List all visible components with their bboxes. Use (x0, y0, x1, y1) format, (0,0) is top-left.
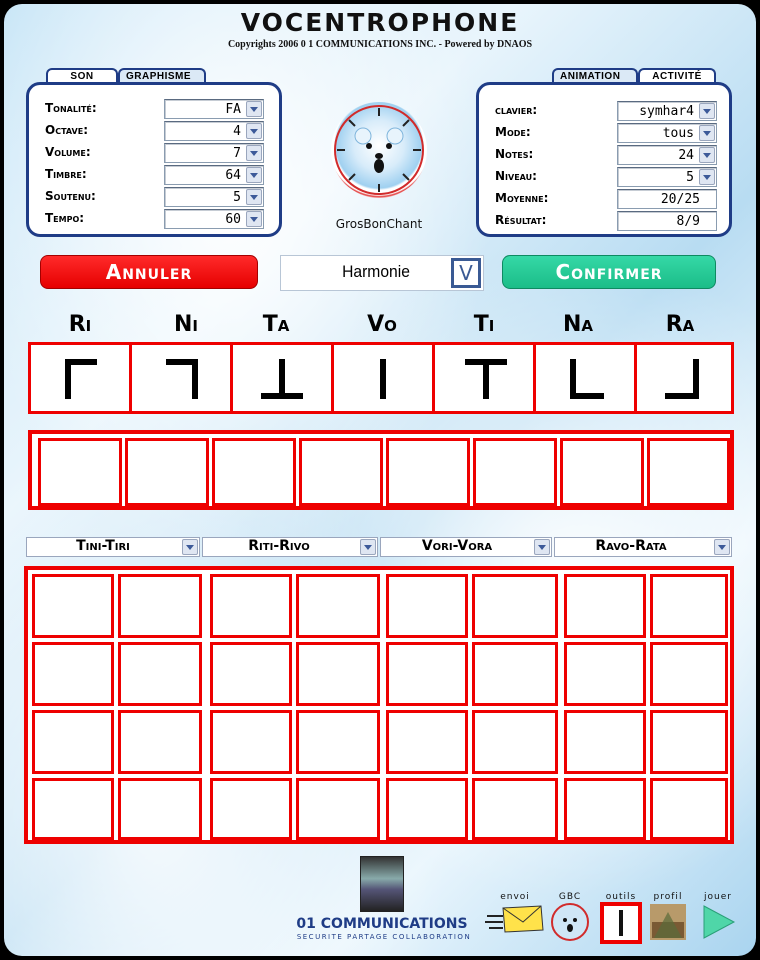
interval-grid-cell[interactable] (32, 710, 114, 774)
tonalite-label: Tonalité: (45, 101, 97, 115)
envelope-icon (485, 902, 545, 938)
field-row-moyenne (479, 189, 729, 209)
answer-cell[interactable] (473, 438, 557, 506)
interval-grid-cell[interactable] (32, 642, 114, 706)
soutenu-value: 5 (233, 190, 241, 205)
moyenne-label: Moyenne: (495, 191, 549, 205)
interval-grid-cell[interactable] (472, 778, 558, 840)
answer-cell[interactable] (38, 438, 122, 506)
note-cell-ra[interactable] (634, 342, 734, 414)
brand-name: 01 COMMUNICATIONS (296, 916, 468, 932)
volume-select[interactable] (164, 143, 264, 163)
chevron-down-icon[interactable] (246, 167, 262, 183)
tab-son[interactable]: SON (46, 68, 118, 84)
answer-cell[interactable] (212, 438, 296, 506)
tool-profil-label: profil (653, 892, 683, 902)
interval-grid-cell[interactable] (118, 574, 202, 638)
mode-dropdown-value: Harmonie (342, 262, 410, 281)
tool-envoi-label: envoi (500, 892, 530, 902)
interval-grid-cell[interactable] (210, 642, 292, 706)
interval-grid-cell[interactable] (564, 778, 646, 840)
tab-graphisme[interactable]: GRAPHISME (118, 68, 206, 84)
interval-grid (24, 566, 734, 844)
notes-value: 24 (678, 148, 694, 163)
answer-cell[interactable] (560, 438, 644, 506)
clavier-label: clavier: (495, 103, 538, 117)
moyenne-field (617, 189, 717, 209)
note-cell-ta[interactable] (230, 342, 334, 414)
tool-gbc-label: GBC (558, 892, 582, 902)
chevron-down-icon[interactable] (534, 539, 550, 555)
field-row-tempo (29, 209, 279, 229)
answer-cell[interactable] (125, 438, 209, 506)
note-cell-vo[interactable] (331, 342, 435, 414)
interval-grid-cell[interactable] (210, 574, 292, 638)
note-label-ta: Ta (262, 312, 290, 337)
answer-cell[interactable] (299, 438, 383, 506)
interval-select-2[interactable] (202, 537, 378, 557)
interval-grid-cell[interactable] (650, 710, 728, 774)
mode-dropdown[interactable] (280, 255, 484, 291)
interval-grid-cell[interactable] (650, 778, 728, 840)
answer-cell[interactable] (647, 438, 730, 506)
note-label-na: Na (562, 312, 594, 337)
field-row-soutenu (29, 187, 279, 207)
answer-row (28, 430, 734, 510)
field-row-timbre (29, 165, 279, 185)
field-row-niveau (479, 167, 729, 187)
interval-grid-cell[interactable] (386, 642, 468, 706)
niveau-value: 5 (686, 170, 694, 185)
volume-label: Volume: (45, 145, 91, 159)
note-glyph-row (28, 342, 734, 414)
note-cell-ti[interactable] (432, 342, 536, 414)
tonalite-select[interactable] (164, 99, 264, 119)
mode-label: Mode: (495, 125, 531, 139)
interval-grid-cell[interactable] (386, 778, 468, 840)
company-logo (360, 856, 404, 912)
field-row-notes (479, 145, 729, 165)
interval-grid-cell[interactable] (32, 574, 114, 638)
play-icon (698, 902, 738, 942)
tab-animation[interactable]: ANIMATION (552, 68, 638, 84)
note-cell-ri[interactable] (28, 342, 132, 414)
notes-select[interactable] (617, 145, 717, 165)
copyright-line: Copyrights 2006 0 1 COMMUNICATIONS INC. - Powered by DNAOS (227, 39, 533, 50)
clavier-value: symhar4 (639, 104, 694, 119)
chevron-down-icon[interactable] (246, 101, 262, 117)
field-row-resultat (479, 211, 729, 231)
app-window (4, 4, 756, 956)
interval-grid-cell[interactable] (118, 710, 202, 774)
note-cell-na[interactable] (533, 342, 637, 414)
bear-avatar-icon (550, 902, 590, 942)
interval-grid-cell[interactable] (472, 710, 558, 774)
bear-clock-icon[interactable] (331, 102, 427, 198)
confirm-button[interactable]: Confirmer (502, 255, 716, 289)
interval-grid-cell[interactable] (296, 574, 380, 638)
field-row-mode (479, 123, 729, 143)
soutenu-label: Soutenu: (45, 189, 96, 203)
interval-grid-cell[interactable] (118, 778, 202, 840)
note-label-ti: Ti (473, 312, 495, 337)
dropdown-toggle-button[interactable]: V (451, 258, 481, 288)
note-label-ri: Ri (68, 312, 92, 337)
note-cell-ni[interactable] (129, 342, 233, 414)
chevron-down-icon[interactable] (182, 539, 198, 555)
chevron-down-icon[interactable] (699, 125, 715, 141)
interval-select-1[interactable] (26, 537, 200, 557)
chevron-down-icon[interactable] (360, 539, 376, 555)
chevron-down-icon[interactable] (246, 123, 262, 139)
field-row-octave (29, 121, 279, 141)
interval-grid-cell[interactable] (564, 710, 646, 774)
interval-grid-cell[interactable] (564, 574, 646, 638)
niveau-label: Niveau: (495, 169, 537, 183)
interval-label: Riti-Rivo (248, 538, 310, 554)
interval-grid-cell[interactable] (210, 710, 292, 774)
tool-profil[interactable] (646, 892, 690, 946)
chevron-down-icon[interactable] (699, 147, 715, 163)
tool-jouer[interactable] (696, 892, 740, 946)
field-row-clavier (479, 101, 729, 121)
interval-grid-cell[interactable] (210, 778, 292, 840)
note-label-vo: Vo (367, 312, 397, 337)
tool-outils-label: outils (605, 892, 637, 902)
field-row-tonalite (29, 99, 279, 119)
activite-panel (476, 82, 732, 237)
interval-grid-cell[interactable] (386, 574, 468, 638)
resultat-label: Résultat: (495, 213, 547, 227)
volume-value: 7 (233, 146, 241, 161)
chevron-down-icon[interactable] (714, 539, 730, 555)
tonalite-value: FA (225, 102, 241, 117)
octave-label: Octave: (45, 123, 89, 137)
interval-grid-cell[interactable] (472, 642, 558, 706)
moyenne-value: 20/25 (660, 192, 700, 207)
tool-outils[interactable] (598, 892, 644, 948)
clavier-select[interactable] (617, 101, 717, 121)
resultat-value: 8/9 (676, 214, 700, 229)
octave-value: 4 (233, 124, 241, 139)
son-panel (26, 82, 282, 237)
app-title: VOCENTROPHONE (240, 8, 520, 37)
interval-grid-cell[interactable] (32, 778, 114, 840)
field-row-volume (29, 143, 279, 163)
niveau-select[interactable] (617, 167, 717, 187)
interval-grid-cell[interactable] (296, 642, 380, 706)
notes-label: Notes: (495, 147, 534, 161)
interval-grid-cell[interactable] (296, 710, 380, 774)
tempo-label: Tempo: (45, 211, 85, 225)
tempo-value: 60 (225, 212, 241, 227)
answer-cell[interactable] (386, 438, 470, 506)
interval-grid-cell[interactable] (650, 642, 728, 706)
interval-select-3[interactable] (380, 537, 552, 557)
chevron-down-icon[interactable] (699, 103, 715, 119)
tool-jouer-label: jouer (704, 892, 732, 902)
profile-image-icon (648, 902, 688, 942)
avatar-name: GrosBonChant (335, 217, 423, 231)
interval-label: Ravo-Rata (595, 538, 667, 554)
interval-grid-cell[interactable] (296, 778, 380, 840)
note-label-ni: Ni (174, 312, 198, 337)
interval-grid-cell[interactable] (386, 710, 468, 774)
resultat-field (617, 211, 717, 231)
interval-grid-cell[interactable] (472, 574, 558, 638)
interval-grid-cell[interactable] (650, 574, 728, 638)
tools-bar-icon (600, 902, 642, 944)
interval-grid-cell[interactable] (564, 642, 646, 706)
chevron-down-icon[interactable] (246, 145, 262, 161)
timbre-select[interactable] (164, 165, 264, 185)
interval-label: Tini-Tiri (76, 538, 130, 554)
mode-select[interactable] (617, 123, 717, 143)
tempo-select[interactable] (164, 209, 264, 229)
mode-value: tous (662, 126, 694, 141)
chevron-down-icon[interactable] (246, 189, 262, 205)
octave-select[interactable] (164, 121, 264, 141)
tool-gbc[interactable] (548, 892, 592, 946)
chevron-down-icon[interactable] (699, 169, 715, 185)
chevron-down-icon[interactable] (246, 211, 262, 227)
cancel-button[interactable]: Annuler (40, 255, 258, 289)
interval-select-4[interactable] (554, 537, 732, 557)
interval-grid-cell[interactable] (118, 642, 202, 706)
brand-tagline: SECURITE PARTAGE COLLABORATION (296, 933, 472, 941)
timbre-label: Timbre: (45, 167, 87, 181)
soutenu-select[interactable] (164, 187, 264, 207)
bear-face-icon (331, 102, 427, 198)
timbre-value: 64 (225, 168, 241, 183)
tab-activite[interactable]: ACTIVITÉ (638, 68, 716, 84)
interval-label: Vori-Vora (421, 538, 493, 554)
tool-envoi[interactable] (484, 892, 546, 942)
note-label-ra: Ra (665, 312, 695, 337)
